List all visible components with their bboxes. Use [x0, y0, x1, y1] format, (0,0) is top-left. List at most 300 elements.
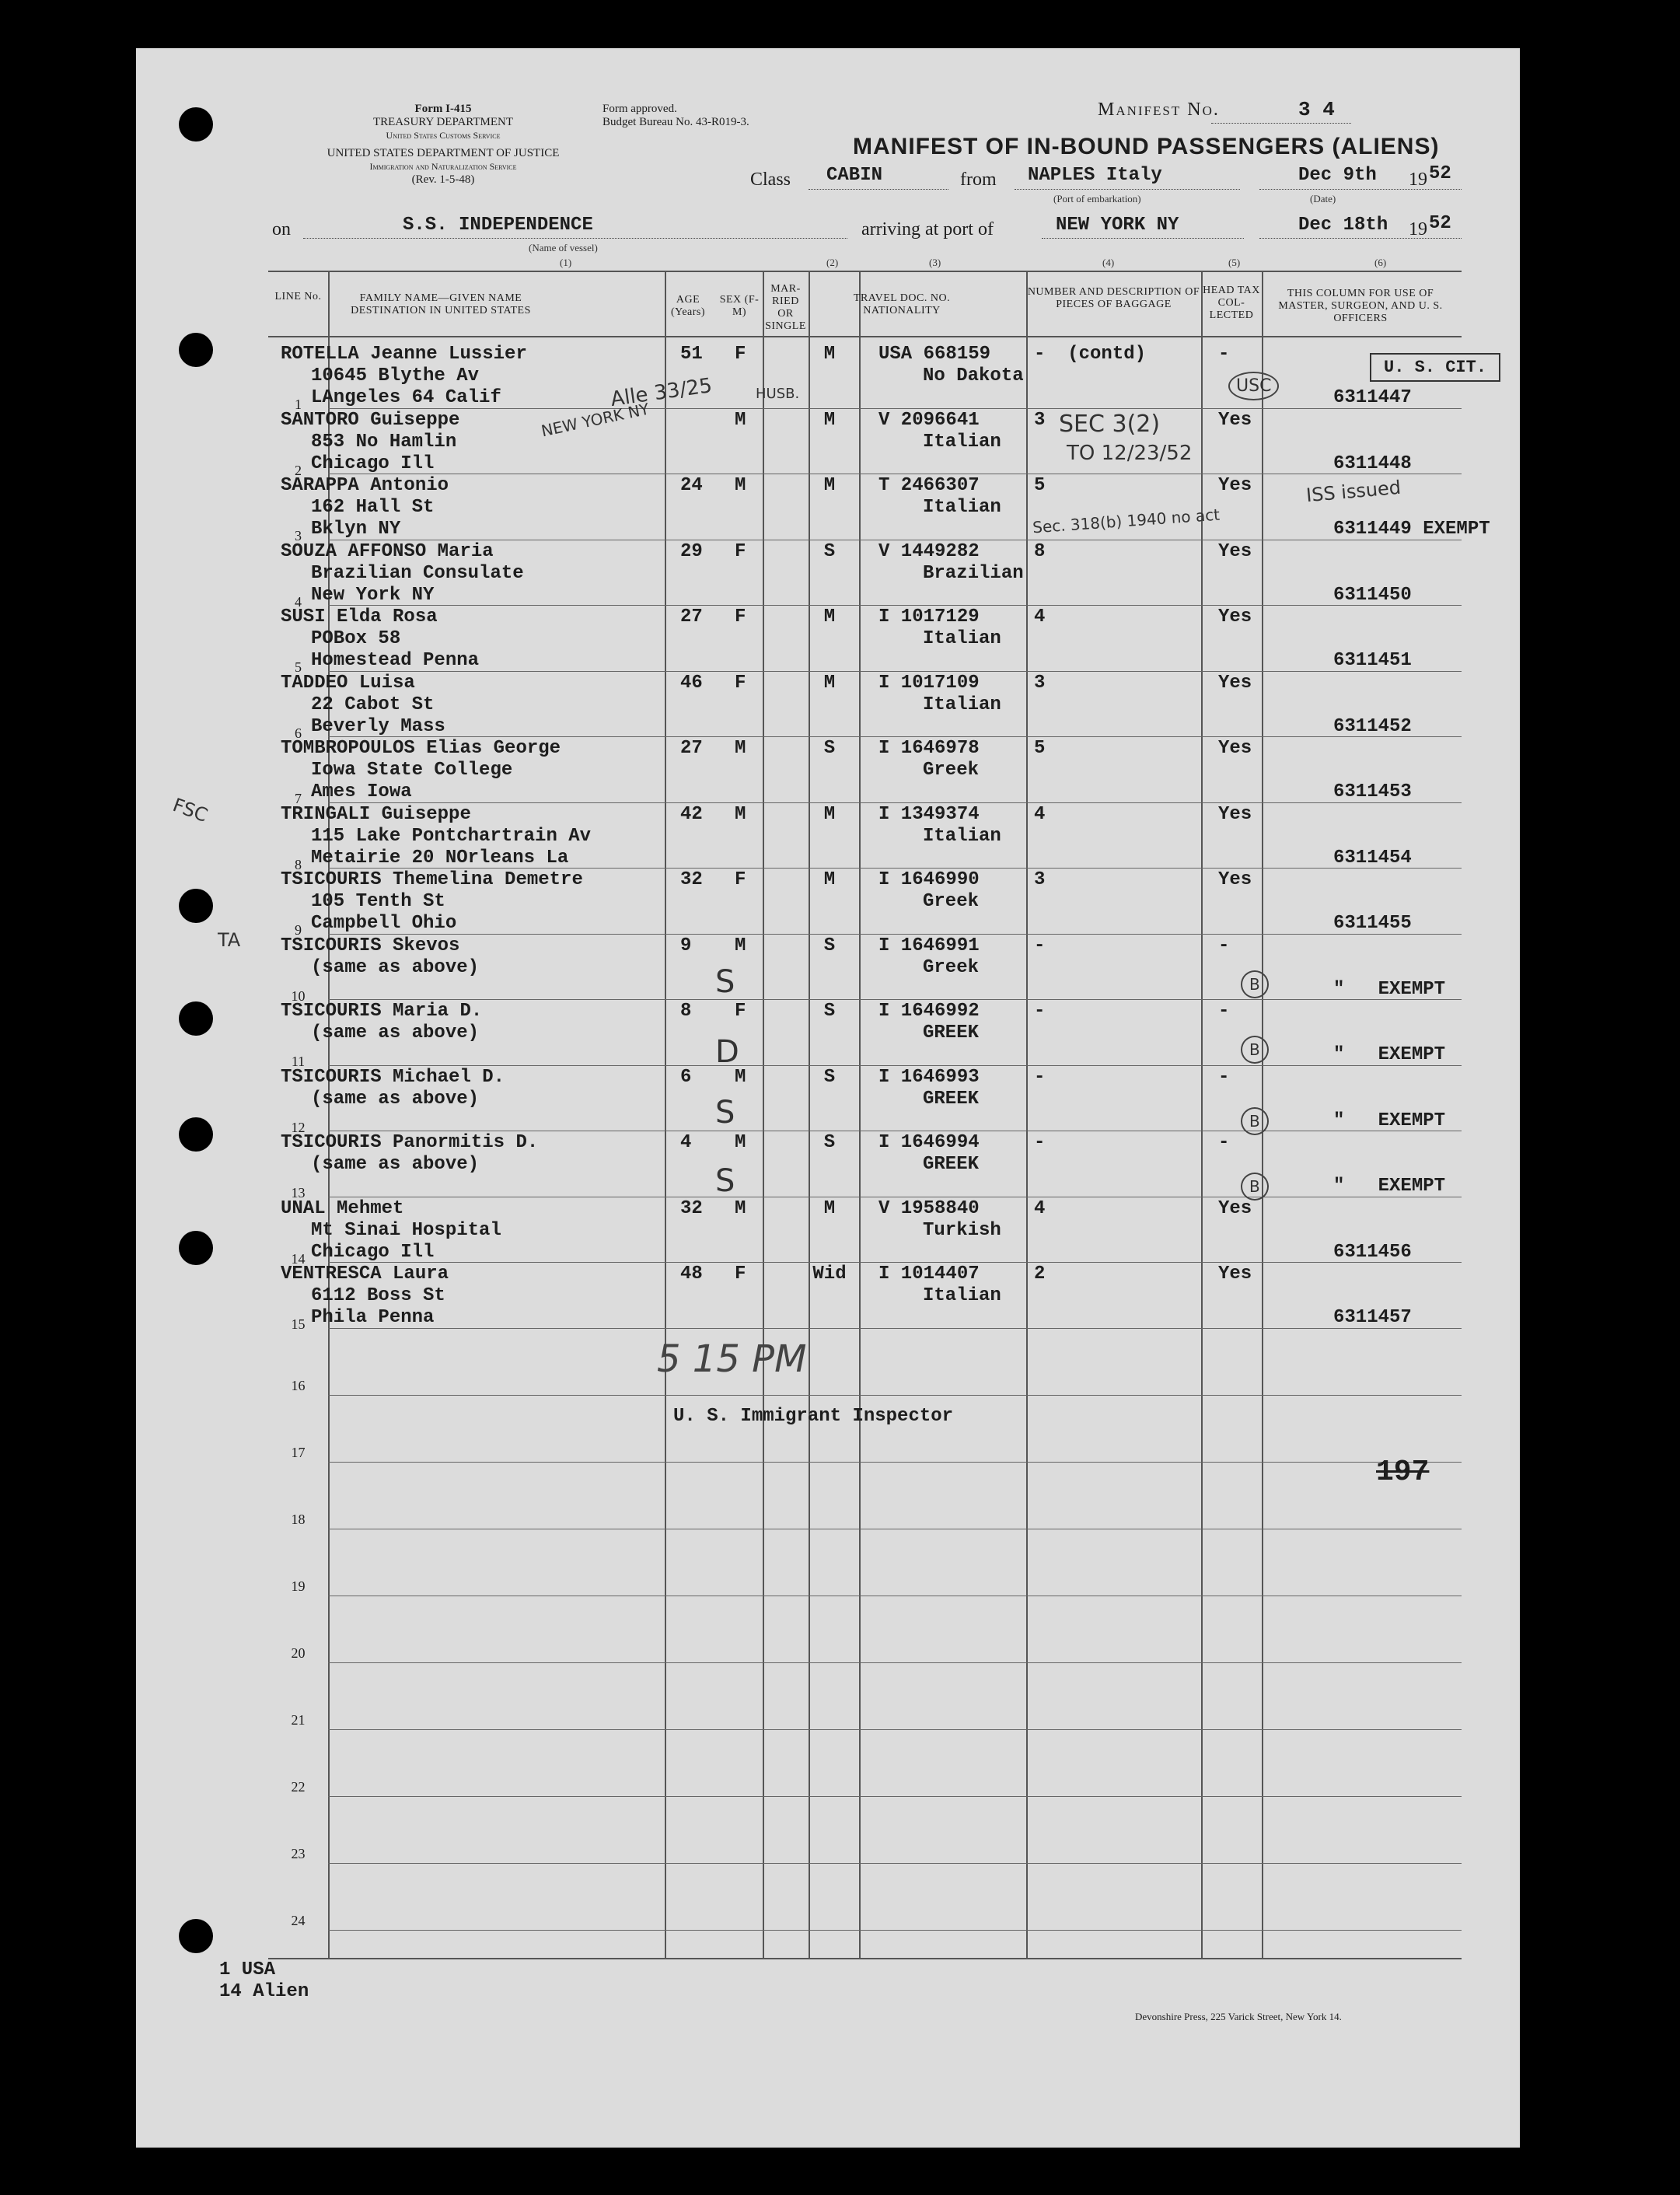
line-number: 12 [291, 1119, 306, 1135]
fsc-note: FSC [169, 794, 211, 827]
cell-name: TSICOURIS Skevos [281, 935, 460, 956]
departure-year-prefix: 19 [1409, 170, 1427, 190]
cell-doc: I 1646994 [878, 1132, 980, 1153]
line-number: 23 [291, 1845, 306, 1861]
row-divider [328, 1328, 1462, 1329]
cell-tax: Yes [1218, 869, 1252, 890]
arrival-date-line [1259, 238, 1462, 239]
form-revision: (Rev. 1-5-48) [411, 173, 475, 186]
punch-hole [179, 1001, 213, 1036]
line-number: 9 [295, 922, 302, 938]
row-divider [328, 1796, 1462, 1797]
table-row [268, 1132, 1462, 1201]
cell-off: 6311453 [1333, 781, 1412, 802]
row-divider [328, 1065, 1462, 1066]
ds-mark-12: S [715, 1095, 735, 1131]
punch-hole [179, 107, 213, 142]
cell-off: 6311451 [1333, 650, 1412, 671]
line-number: 17 [291, 1444, 306, 1460]
cell-age: 9 [680, 935, 692, 956]
cell-addr1: (same as above) [311, 1022, 480, 1043]
cell-bag: 8 [1034, 540, 1046, 562]
row-divider [328, 605, 1462, 606]
cell-sex: M [735, 1132, 746, 1153]
cell-sex: M [735, 803, 746, 825]
cell-addr2: New York NY [311, 584, 435, 606]
cell-age: 27 [680, 606, 703, 627]
col-header-baggage: NUMBER AND DESCRIPTION OF PIECES OF BAGGAGE [1027, 286, 1200, 310]
cell-bag: 3 [1034, 409, 1046, 431]
departure-date: Dec 9th [1298, 165, 1377, 186]
cell-ms: M [823, 344, 836, 365]
cell-sex: F [735, 344, 746, 365]
dept-treasury-sub: United States Customs Service [386, 130, 501, 141]
cell-ms: Wid [812, 1264, 847, 1284]
table-row [268, 672, 1462, 741]
cell-name: SOUZA AFFONSO Maria [281, 540, 494, 562]
cell-doc: I 1017109 [878, 672, 980, 694]
cell-age: 4 [680, 1132, 692, 1153]
page-number: 197 [1376, 1456, 1430, 1489]
cell-addr2: LAngeles 64 Calif [311, 387, 501, 408]
dept-justice: UNITED STATES DEPARTMENT OF JUSTICE [327, 147, 560, 159]
cell-sex: F [735, 1264, 746, 1284]
line-number: 21 [291, 1711, 306, 1728]
cell-bag: 4 [1034, 803, 1046, 825]
footer-totals [219, 1959, 309, 2003]
cell-name: TSICOURIS Michael D. [281, 1066, 505, 1088]
table-row [268, 738, 1462, 806]
cell-addr1: (same as above) [311, 1154, 480, 1175]
row-divider [328, 736, 1462, 737]
ds-mark-10: S [715, 964, 735, 1000]
line-number: 8 [295, 856, 302, 872]
cell-addr2: Homestead Penna [311, 650, 480, 671]
iss-note: ISS issued [1305, 476, 1402, 507]
line-number: 15 [291, 1316, 306, 1332]
cell-nat: Greek [923, 891, 980, 912]
col-num-6: (6) [1374, 257, 1387, 268]
b-mark-11: B [1241, 1036, 1269, 1064]
cell-nat: Italian [923, 431, 1001, 453]
cell-doc: USA 668159 [878, 344, 991, 365]
cell-off: 6311457 [1333, 1307, 1412, 1328]
cell-name: UNAL Mehmet [281, 1197, 404, 1219]
line-number: 16 [291, 1377, 306, 1393]
cell-name: TOMBROPOULOS Elias George [281, 738, 561, 759]
cell-addr2: Metairie 20 NOrleans La [311, 847, 569, 869]
row-divider [328, 868, 1462, 869]
ds-mark-11: D [715, 1034, 739, 1070]
manifest-no-line [1211, 123, 1351, 124]
cell-doc: I 1646990 [878, 869, 980, 890]
cell-name: TADDEO Luisa [281, 672, 415, 694]
cell-sex: F [735, 1001, 746, 1022]
arrival-port: NEW YORK NY [1056, 215, 1179, 236]
line-number: 22 [291, 1778, 306, 1795]
col-num-1: (1) [560, 257, 572, 268]
line-number: 2 [295, 462, 302, 478]
cell-addr2: Chicago Ill [311, 1241, 435, 1263]
cell-tax: Yes [1218, 672, 1252, 694]
cell-off: 6311456 [1333, 1241, 1412, 1263]
cell-ms: S [823, 935, 836, 956]
cell-age: 29 [680, 540, 703, 562]
col-header-headtax: HEAD TAX COL-LECTED [1203, 285, 1260, 321]
cell-name: SARAPPA Antonio [281, 475, 449, 496]
on-label: on [272, 219, 291, 239]
port-caption: (Port of embarkation) [1053, 193, 1141, 204]
cell-nat: Turkish [923, 1219, 1001, 1241]
cell-off: 6311455 [1333, 913, 1412, 934]
ta-note: TA [218, 929, 241, 951]
arrival-date: Dec 18th [1298, 215, 1388, 236]
port-line [1015, 189, 1240, 190]
table-row [268, 1197, 1462, 1267]
class-value: CABIN [826, 165, 883, 186]
cell-tax: - [1218, 1001, 1230, 1022]
punch-hole [179, 1919, 213, 1953]
cell-nat: Italian [923, 694, 1001, 715]
row-divider [328, 408, 1462, 409]
cell-name: TSICOURIS Themelina Demetre [281, 869, 583, 890]
cell-ms: M [823, 803, 836, 825]
cell-addr1: Iowa State College [311, 760, 513, 781]
cell-doc: I 1646991 [878, 935, 980, 956]
cell-ms: S [823, 540, 836, 562]
vessel-line [303, 238, 847, 239]
form-number: Form I-415 [414, 103, 472, 115]
cell-off: " EXEMPT [1333, 978, 1446, 1000]
col-header-sex: SEX (F-M) [719, 294, 760, 318]
line-number: 13 [291, 1185, 306, 1201]
cell-nat: Greek [923, 760, 980, 781]
cell-addr1: 10645 Blythe Av [311, 365, 480, 386]
ds-mark-13: S [715, 1163, 735, 1199]
sec318-note: Sec. 318(b) 1940 no act [1032, 505, 1221, 537]
cell-tax: Yes [1218, 738, 1252, 759]
vessel-name: S.S. INDEPENDENCE [403, 215, 593, 236]
cell-age: 46 [680, 672, 703, 694]
cell-off: 6311449 EXEMPT [1333, 519, 1490, 540]
cell-ms: M [823, 409, 836, 431]
arrival-year-prefix: 19 [1409, 219, 1427, 239]
dept-treasury: TREASURY DEPARTMENT [372, 116, 514, 128]
cell-bag: - [1034, 1066, 1046, 1088]
cell-name: VENTRESCA Laura [281, 1264, 449, 1284]
alle-note: Alle 33/25 [609, 374, 714, 411]
cell-off: 6311447 [1333, 387, 1412, 408]
sec3-note: SEC 3(2) [1059, 411, 1161, 438]
cell-tax: - [1218, 1132, 1230, 1153]
cell-age: 42 [680, 803, 703, 825]
line-number: 20 [291, 1645, 306, 1661]
cell-tax: Yes [1218, 1197, 1252, 1219]
cell-doc: I 1349374 [878, 803, 980, 825]
form-approved: Form approved. [602, 103, 677, 115]
cell-sex: M [735, 738, 746, 759]
cell-name: SUSI Elda Rosa [281, 606, 438, 627]
cell-bag: 3 [1034, 672, 1046, 694]
cell-sex: F [735, 869, 746, 890]
cell-off: " EXEMPT [1333, 1176, 1446, 1197]
row-divider [328, 1729, 1462, 1730]
cell-doc: T 2466307 [878, 475, 980, 496]
table-row [268, 409, 1462, 478]
sec3-date-note: TO 12/23/52 [1067, 442, 1193, 465]
cell-nat: No Dakota [923, 365, 1024, 386]
date-line [1259, 189, 1462, 190]
cell-sex: M [735, 935, 746, 956]
cell-addr1: 162 Hall St [311, 497, 435, 518]
cell-doc: V 1449282 [878, 540, 980, 562]
punch-hole [179, 333, 213, 367]
printer-credit: Devonshire Press, 225 Varick Street, New York 14. [1135, 2011, 1342, 2022]
row-divider [328, 1462, 1462, 1463]
cell-doc: I 1646978 [878, 738, 980, 759]
cell-age: 32 [680, 1197, 703, 1219]
col-header-line: LINE No. [274, 291, 322, 302]
line-number: 4 [295, 593, 302, 610]
cell-age: 24 [680, 475, 703, 496]
manifest-number: 3 4 [1298, 98, 1335, 121]
b-mark-13: B [1241, 1173, 1269, 1201]
b-mark-10: B [1241, 970, 1269, 998]
cell-tax: - [1218, 344, 1230, 365]
cell-ms: M [823, 1197, 836, 1219]
page-title: MANIFEST OF IN-BOUND PASSENGERS (ALIENS) [853, 134, 1440, 159]
col-header-travel: TRAVEL DOC. NO. NATIONALITY [853, 292, 951, 316]
cell-tax: Yes [1218, 540, 1252, 562]
passenger-table [268, 271, 1490, 1959]
cell-nat: Italian [923, 1285, 1001, 1306]
row-divider [328, 802, 1462, 803]
row-divider [328, 671, 1462, 672]
cell-tax: - [1218, 1066, 1230, 1088]
from-label: from [960, 170, 997, 190]
cell-name: TRINGALI Guiseppe [281, 803, 471, 825]
line-number: 3 [295, 528, 302, 544]
cell-nat: GREEK [923, 1154, 980, 1175]
cell-addr1: 105 Tenth St [311, 891, 445, 912]
col-num-5: (5) [1228, 257, 1241, 268]
line-number: 24 [291, 1912, 306, 1928]
cell-nat: Italian [923, 825, 1001, 847]
cell-bag: - (contd) [1034, 344, 1147, 365]
cell-off: " EXEMPT [1333, 1110, 1446, 1131]
cell-doc: I 1017129 [878, 606, 980, 627]
line-number: 11 [291, 1054, 306, 1069]
line-number: 1 [295, 397, 302, 412]
cell-sex: M [735, 1197, 746, 1219]
arrival-year: 52 [1429, 213, 1451, 234]
punch-hole [179, 889, 213, 923]
punch-hole [179, 1117, 213, 1152]
cell-off: " EXEMPT [1333, 1044, 1446, 1065]
vessel-caption: (Name of vessel) [529, 242, 598, 253]
manifest-label: Manifest No. [1098, 100, 1220, 120]
cell-age: 6 [680, 1066, 692, 1088]
cell-bag: 4 [1034, 1197, 1046, 1219]
row-divider [328, 1863, 1462, 1864]
line-number: 19 [291, 1578, 306, 1594]
cell-addr2: Phila Penna [311, 1307, 435, 1328]
cell-doc: V 1958840 [878, 1197, 980, 1219]
cell-nat: GREEK [923, 1022, 980, 1043]
cell-off: 6311454 [1333, 847, 1412, 869]
inspector-title: U. S. Immigrant Inspector [673, 1406, 954, 1427]
budget-bureau: Budget Bureau No. 43-R019-3. [602, 116, 749, 128]
table-row [268, 803, 1462, 872]
table-row [268, 606, 1462, 675]
col-num-4: (4) [1102, 257, 1115, 268]
departure-year: 52 [1429, 163, 1451, 184]
cell-sex: F [735, 540, 746, 562]
cell-tax: Yes [1218, 475, 1252, 496]
us-cit-stamp: U. S. CIT. [1370, 353, 1500, 382]
cell-ms: M [823, 606, 836, 627]
row-divider [328, 999, 1462, 1000]
cell-addr2: Chicago Ill [311, 453, 435, 474]
col-num-3: (3) [929, 257, 941, 268]
cell-tax: Yes [1218, 803, 1252, 825]
row-divider [328, 1930, 1462, 1931]
cell-bag: - [1034, 935, 1046, 956]
table-row [268, 1264, 1462, 1332]
row-divider [328, 1262, 1462, 1263]
cell-off: 6311452 [1333, 715, 1412, 737]
cell-tax: - [1218, 935, 1230, 956]
cell-name: SANTORO Guiseppe [281, 409, 460, 431]
cell-age: 51 [680, 344, 703, 365]
cell-addr1: (same as above) [311, 956, 480, 978]
col-header-officers: THIS COLUMN FOR USE OF MASTER, SURGEON, AND U. S. OFFICERS [1278, 288, 1443, 324]
cell-addr1: 22 Cabot St [311, 694, 435, 715]
col-header-married: MAR-RIED OR SINGLE [765, 283, 806, 332]
usa-total: 1 USA [219, 1959, 276, 1980]
cell-nat: Greek [923, 956, 980, 978]
cell-doc: I 1014407 [878, 1264, 980, 1284]
cell-off: 6311450 [1333, 584, 1412, 606]
cell-nat: GREEK [923, 1088, 980, 1110]
row-divider [328, 1395, 1462, 1396]
cell-nat: Brazilian [923, 562, 1024, 584]
table-row [268, 935, 1462, 1004]
cell-name: TSICOURIS Maria D. [281, 1001, 483, 1022]
cell-sex: M [735, 1066, 746, 1088]
table-row [268, 869, 1462, 938]
cell-doc: I 1646993 [878, 1066, 980, 1088]
form-info [272, 103, 614, 187]
line-number: 18 [291, 1511, 306, 1527]
cell-tax: Yes [1218, 409, 1252, 431]
cell-addr2: Ames Iowa [311, 781, 412, 802]
cell-age: 48 [680, 1264, 703, 1284]
row-divider [328, 1662, 1462, 1663]
table-row [268, 475, 1490, 544]
cell-ms: M [823, 869, 836, 890]
cell-name: TSICOURIS Panormitis D. [281, 1132, 539, 1153]
cell-addr1: POBox 58 [311, 628, 401, 649]
cell-ms: M [823, 672, 836, 694]
table-row [268, 344, 1462, 412]
line-number: 7 [295, 791, 302, 806]
col-num-2: (2) [826, 257, 839, 268]
table-row [268, 540, 1462, 610]
cell-bag: 4 [1034, 606, 1046, 627]
cell-bag: 5 [1034, 738, 1046, 759]
cell-addr2: Bklyn NY [311, 519, 401, 540]
newyork-note: NEW YORK NY [540, 399, 651, 441]
alien-total: 14 Alien [219, 1981, 309, 2002]
cell-sex: M [735, 409, 746, 431]
cell-nat: Italian [923, 497, 1001, 518]
col-header-age: AGE (Years) [670, 294, 706, 318]
cell-bag: - [1034, 1001, 1046, 1022]
cell-name: ROTELLA Jeanne Lussier [281, 344, 527, 365]
cell-addr1: Mt Sinai Hospital [311, 1219, 501, 1241]
col-header-name: FAMILY NAME—GIVEN NAME DESTINATION IN UNITED STATES [351, 292, 531, 316]
cell-addr2: Campbell Ohio [311, 913, 457, 934]
cell-sex: M [735, 475, 746, 496]
cell-ms: S [823, 1001, 836, 1022]
date-caption: (Date) [1310, 193, 1336, 204]
port-of-embarkation: NAPLES Italy [1028, 165, 1162, 186]
cell-ms: M [823, 475, 836, 496]
cell-addr1: 115 Lake Pontchartrain Av [311, 825, 592, 847]
cell-ms: S [823, 738, 836, 759]
class-line [809, 189, 948, 190]
cell-nat: Italian [923, 628, 1001, 649]
punch-hole [179, 1231, 213, 1265]
cell-addr1: 853 No Hamlin [311, 431, 457, 453]
cell-ms: S [823, 1066, 836, 1088]
cell-bag: 2 [1034, 1264, 1046, 1284]
usc-mark: USC [1228, 372, 1279, 400]
cell-addr1: 6112 Boss St [311, 1285, 445, 1306]
cell-doc: V 2096641 [878, 409, 980, 431]
line-number: 5 [295, 659, 302, 675]
table-row [268, 1066, 1462, 1135]
cell-bag: - [1034, 1132, 1046, 1153]
cell-sex: F [735, 672, 746, 694]
arrival-line [1042, 238, 1244, 239]
cell-tax: Yes [1218, 606, 1252, 627]
cell-tax: Yes [1218, 1264, 1252, 1284]
b-mark-12: B [1241, 1107, 1269, 1135]
line-number: 6 [295, 725, 302, 741]
husb-note: HUSB. [756, 386, 800, 402]
cell-bag: 3 [1034, 869, 1046, 890]
class-label: Class [750, 170, 791, 190]
line-number: 14 [291, 1250, 306, 1267]
cell-off: 6311448 [1333, 453, 1412, 474]
line-number: 10 [291, 987, 306, 1004]
table-row [268, 1001, 1462, 1069]
cell-sex: F [735, 606, 746, 627]
cell-addr1: (same as above) [311, 1088, 480, 1110]
arriving-label: arriving at port of [861, 219, 994, 239]
cell-addr2: Beverly Mass [311, 715, 445, 737]
cell-bag: 5 [1034, 475, 1046, 496]
cell-age: 27 [680, 738, 703, 759]
cell-ms: S [823, 1132, 836, 1153]
inspector-signature-time: 5 15 PM [657, 1337, 807, 1381]
cell-age: 8 [680, 1001, 692, 1022]
cell-age: 32 [680, 869, 703, 890]
cell-doc: I 1646992 [878, 1001, 980, 1022]
row-divider [328, 934, 1462, 935]
